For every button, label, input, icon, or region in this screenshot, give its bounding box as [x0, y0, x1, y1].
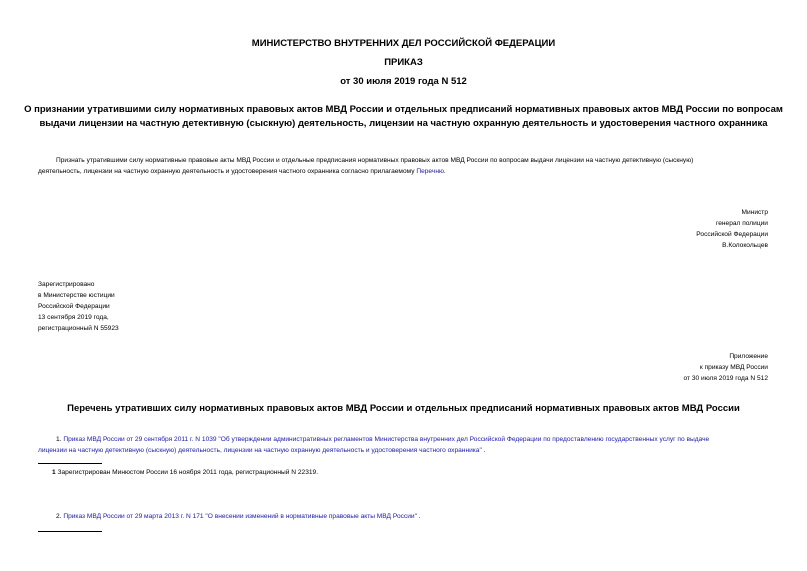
signature-line: В.Колокольцев [722, 242, 768, 249]
signature-line: Министр [741, 209, 768, 216]
list-item-end: . [416, 513, 421, 520]
appendix-line: от 30 июля 2019 года N 512 [683, 375, 768, 382]
doc-type-heading: ПРИКАЗ [384, 57, 423, 68]
doc-date-number: от 30 июля 2019 года N 512 [340, 76, 467, 87]
registration-line: Зарегистрировано [38, 281, 95, 288]
body-paragraph-text: деятельность, лицензии на частную охранную деятельность и удостоверения частного охранника согласно прилагаемому [38, 168, 417, 175]
order-1039-link-cont[interactable]: лицензии на частную детективную (сыскную) деятельность, лицензии на частную охранную деятельность и удостоверения частного охранника" [38, 447, 482, 454]
doc-title-line1: О признании утратившими силу нормативных правовых актов МВД России и отдельных предписаний нормативных правовых актов МВД России по вопросам [24, 104, 783, 115]
appendix-link[interactable]: Перечню [416, 168, 444, 175]
body-paragraph-line2 [38, 166, 778, 177]
appendix-title: Перечень утративших силу нормативных правовых актов МВД России и отдельных предписаний нормативных правовых актов МВД России [67, 403, 740, 414]
registration-line: регистрационный N 55923 [38, 325, 119, 332]
footnote-divider [38, 463, 102, 464]
list-item-number: 2. [56, 513, 64, 520]
list-item-end: . [481, 447, 486, 454]
order-1039-link[interactable]: Приказ МВД России от 29 сентября 2011 г. N 1039 "Об утверждении административных регламентов Министерства внутренних дел Российской Федерации по предоставлению государственных услуг по выдаче [63, 436, 710, 443]
registration-line: Российской Федерации [38, 303, 110, 310]
footnote-text: Зарегистрирован Минюстом России 16 ноября 2011 года, регистрационный N 22319. [55, 469, 319, 476]
doc-title-line2: выдачи лицензии на частную детективную (сыскную) деятельность, лицензии на частную охранную деятельность и удостоверения частного охранника [39, 118, 768, 129]
list-item-1-line2 [38, 445, 778, 456]
appendix-line: Приложение [729, 353, 768, 360]
ministry-heading: МИНИСТЕРСТВО ВНУТРЕННИХ ДЕЛ РОССИЙСКОЙ ФЕДЕРАЦИИ [251, 38, 556, 49]
list-item-2 [56, 511, 421, 522]
list-item-number: 1. [56, 436, 64, 443]
registration-block [38, 279, 119, 334]
footnote-divider [38, 531, 102, 532]
signature-line: генерал полиции [715, 220, 768, 227]
footnote-1 [52, 467, 318, 478]
appendix-block [560, 351, 768, 384]
order-171-link[interactable]: Приказ МВД России от 29 марта 2013 г. N 171 "О внесении изменений в нормативные правовые акты МВД России" [63, 513, 417, 520]
list-item-1-line1 [56, 434, 776, 445]
body-paragraph-end: . [443, 168, 446, 175]
signature-block [560, 207, 768, 251]
signature-line: Российской Федерации [696, 231, 768, 238]
appendix-line: к приказу МВД России [699, 364, 768, 371]
footnote-mark: 1 [52, 469, 56, 476]
registration-line: 13 сентября 2019 года, [38, 314, 109, 321]
body-paragraph-line1: Признать утратившими силу нормативные правовые акты МВД России и отдельные предписания нормативных правовых актов МВД России по вопросам выдачи лицензии на частную детективную (сыскную) [56, 157, 694, 164]
registration-line: в Министерстве юстиции [38, 292, 115, 299]
